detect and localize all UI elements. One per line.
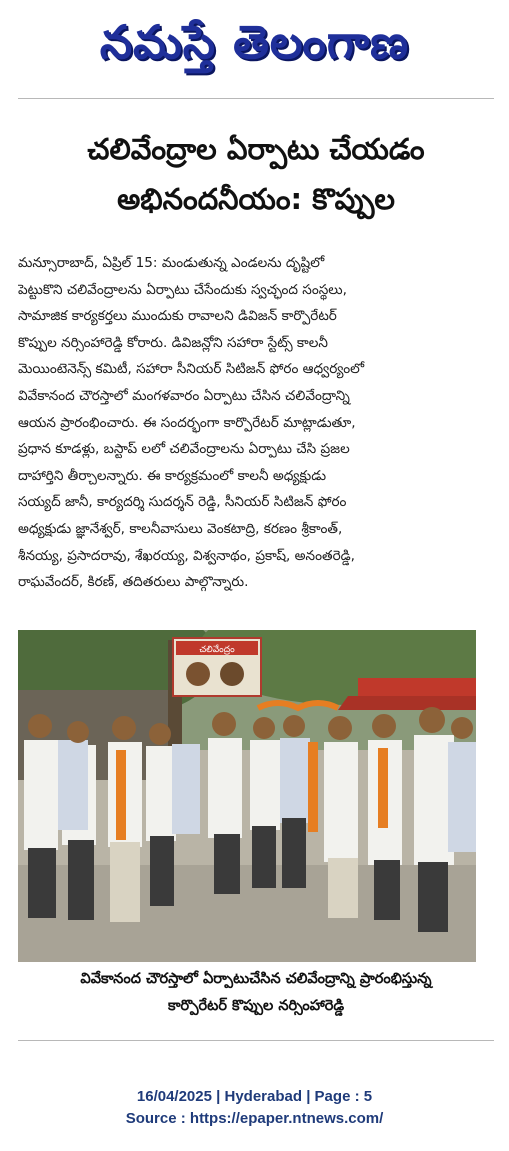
banner-text: చలివేంద్రం [199, 645, 235, 655]
photo-caption [18, 966, 494, 1020]
masthead [0, 4, 509, 80]
article-line: శీనయ్య, ప్రసాదరావు, శేఖరయ్య, విశ్వనాథం, ప్రకాష్, అనంతరెడ్డి, [18, 547, 356, 564]
article-line: మన్సూరాబాద్, ఏప్రిల్ 15: మండుతున్న ఎండలను దృష్టిలో [18, 255, 325, 271]
footer-date-location: 16/04/2025 | Hyderabad | Page : 5 [136, 1088, 373, 1105]
masthead-divider [18, 98, 494, 99]
news-photo [18, 630, 476, 962]
article-line: మెయింటెనెన్స్ కమిటీ, సహారా సీనియర్ సిటిజన్ ఫోరం ఆధ్వర్యంలో [18, 361, 365, 378]
group-photo-illustration [18, 630, 476, 962]
article-line: కొప్పుల నర్సింహారెడ్డి కోరారు. డివిజన్లోని సహారా స్టేట్స్ కాలనీ [18, 334, 328, 351]
article-line: సయ్యద్ జానీ, కార్యదర్శి సుదర్శన్ రెడ్డి, సీనియర్ సిటిజన్ ఫోరం [18, 494, 347, 511]
article-line: ప్రధాన కూడళ్లు, బస్టాప్ లలో చలివేంద్రాలను ఏర్పాటు చేసి ప్రజల [18, 441, 350, 458]
headline [18, 124, 494, 224]
article-line: ఆయన ప్రారంభించారు. ఈ సందర్భంగా కార్పొరేటర్ మాట్లాడుతూ, [18, 414, 356, 431]
headline-line-2: అభినందనీయం: కొప్పుల [117, 182, 395, 216]
caption-line-2: కార్పొరేటర్ కొప్పుల నర్సింహారెడ్డి [167, 998, 345, 1014]
footer-source: Source : https://epaper.ntnews.com/ [125, 1110, 384, 1127]
article-line: రాఘవేందర్, కిరణ్, తదితరులు పాల్గొన్నారు. [18, 574, 249, 591]
newspaper-logo: నమస్తే తెలంగాణ [99, 15, 410, 69]
article-line: అధ్యక్షుడు జ్ఞానేశ్వర్, కాలనీవాసులు వెంకటాద్రి, కరణం శ్రీకాంత్, [18, 520, 343, 537]
footer [0, 1086, 509, 1130]
bottom-divider [18, 1040, 494, 1041]
article-line: సామాజిక కార్యకర్తలు ముందుకు రావాలని డివిజన్ కార్పొరేటర్ [18, 308, 337, 325]
article-line: దాహార్తిని తీర్చాలన్నారు. ఈ కార్యక్రమంలో కాలనీ అధ్యక్షుడు [18, 467, 327, 484]
article-line: వివేకానంద చౌరస్తాలో మంగళవారం ఏర్పాటు చేసిన చలివేంద్రాన్ని [18, 387, 350, 404]
caption-line-1: వివేకానంద చౌరస్తాలో ఏర్పాటుచేసిన చలివేంద్రాన్ని ప్రారంభిస్తున్న [80, 971, 432, 987]
headline-line-1: చలివేంద్రాల ఏర్పాటు చేయడం [87, 132, 425, 166]
article-body [18, 250, 494, 596]
article-line: పెట్టుకొని చలివేంద్రాలను ఏర్పాటు చేసేందుకు స్వచ్ఛంద సంస్థలు, [18, 281, 347, 298]
